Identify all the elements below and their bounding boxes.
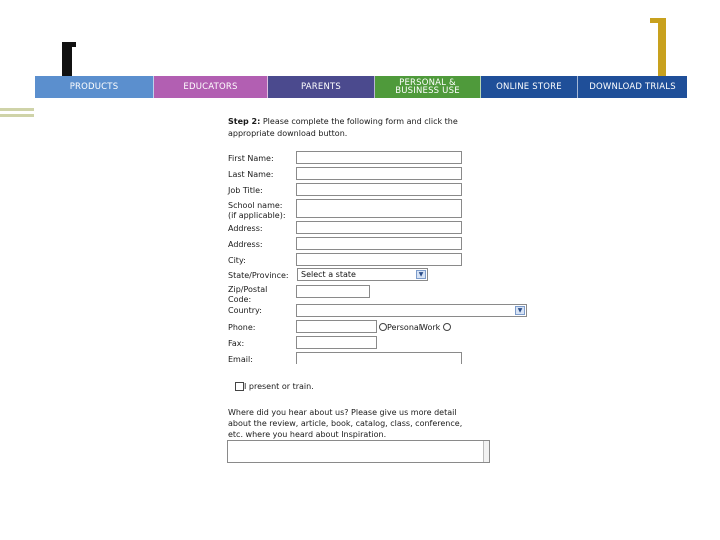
state-label: State/Province: bbox=[228, 271, 289, 280]
city-label: City: bbox=[228, 256, 246, 265]
nav-personal-business[interactable]: PERSONAL & BUSINESS USE bbox=[375, 76, 481, 98]
phone-personal-radio[interactable] bbox=[379, 323, 387, 331]
nav-products[interactable]: PRODUCTS bbox=[35, 76, 154, 98]
address2-label: Address: bbox=[228, 240, 263, 249]
chevron-down-icon[interactable]: ▼ bbox=[515, 306, 525, 315]
last-name-label: Last Name: bbox=[228, 170, 274, 179]
school-name-input[interactable] bbox=[296, 199, 462, 218]
step-text: Please complete the following form and click the bbox=[262, 117, 458, 126]
nav-parents[interactable]: PARENTS bbox=[268, 76, 375, 98]
first-name-input[interactable] bbox=[296, 151, 462, 164]
country-label: Country: bbox=[228, 306, 262, 315]
present-train-checkbox[interactable] bbox=[235, 382, 244, 391]
textarea-scrollbar[interactable] bbox=[483, 441, 489, 462]
chevron-down-icon[interactable]: ▼ bbox=[416, 270, 426, 279]
hear-about-line-2: about the review, article, book, catalog, class, conference, bbox=[228, 419, 463, 428]
hear-about-line-3: etc. where you heard about Inspiration. bbox=[228, 430, 387, 439]
email-label: Email: bbox=[228, 355, 253, 364]
hear-about-line-1: Where did you hear about us? Please give us more detail bbox=[228, 408, 457, 417]
step-text-2: appropriate download button. bbox=[228, 129, 348, 138]
present-train-label: I present or train. bbox=[244, 382, 314, 391]
phone-work-radio[interactable] bbox=[443, 323, 451, 331]
country-select[interactable] bbox=[296, 304, 527, 317]
step-heading bbox=[228, 117, 458, 126]
city-input[interactable] bbox=[296, 253, 462, 266]
phone-personal-label: Personal bbox=[387, 323, 422, 332]
phone-work-label: Work bbox=[420, 323, 441, 332]
zip-label-2: Code: bbox=[228, 295, 252, 304]
zip-input[interactable] bbox=[296, 285, 370, 298]
hear-about-textarea[interactable] bbox=[227, 440, 490, 463]
nav-online-store[interactable]: ONLINE STORE bbox=[481, 76, 578, 98]
email-input[interactable] bbox=[296, 352, 462, 364]
job-title-label: Job Title: bbox=[228, 186, 263, 195]
zip-label: Zip/Postal bbox=[228, 285, 268, 294]
state-select[interactable] bbox=[297, 268, 428, 281]
phone-input[interactable] bbox=[296, 320, 377, 333]
address1-input[interactable] bbox=[296, 221, 462, 234]
address1-label: Address: bbox=[228, 224, 263, 233]
fax-input[interactable] bbox=[296, 336, 377, 349]
job-title-input[interactable] bbox=[296, 183, 462, 196]
last-name-input[interactable] bbox=[296, 167, 462, 180]
address2-input[interactable] bbox=[296, 237, 462, 250]
nav-download-trials[interactable]: DOWNLOAD TRIALS bbox=[578, 76, 687, 98]
nav-educators[interactable]: EDUCATORS bbox=[154, 76, 268, 98]
first-name-label: First Name: bbox=[228, 154, 274, 163]
fax-label: Fax: bbox=[228, 339, 245, 348]
step-label: Step 2: bbox=[228, 117, 261, 126]
school-name-note: (if applicable): bbox=[228, 211, 286, 220]
state-select-value: Select a state bbox=[301, 270, 356, 279]
school-name-label: School name: bbox=[228, 201, 283, 210]
phone-label: Phone: bbox=[228, 323, 256, 332]
